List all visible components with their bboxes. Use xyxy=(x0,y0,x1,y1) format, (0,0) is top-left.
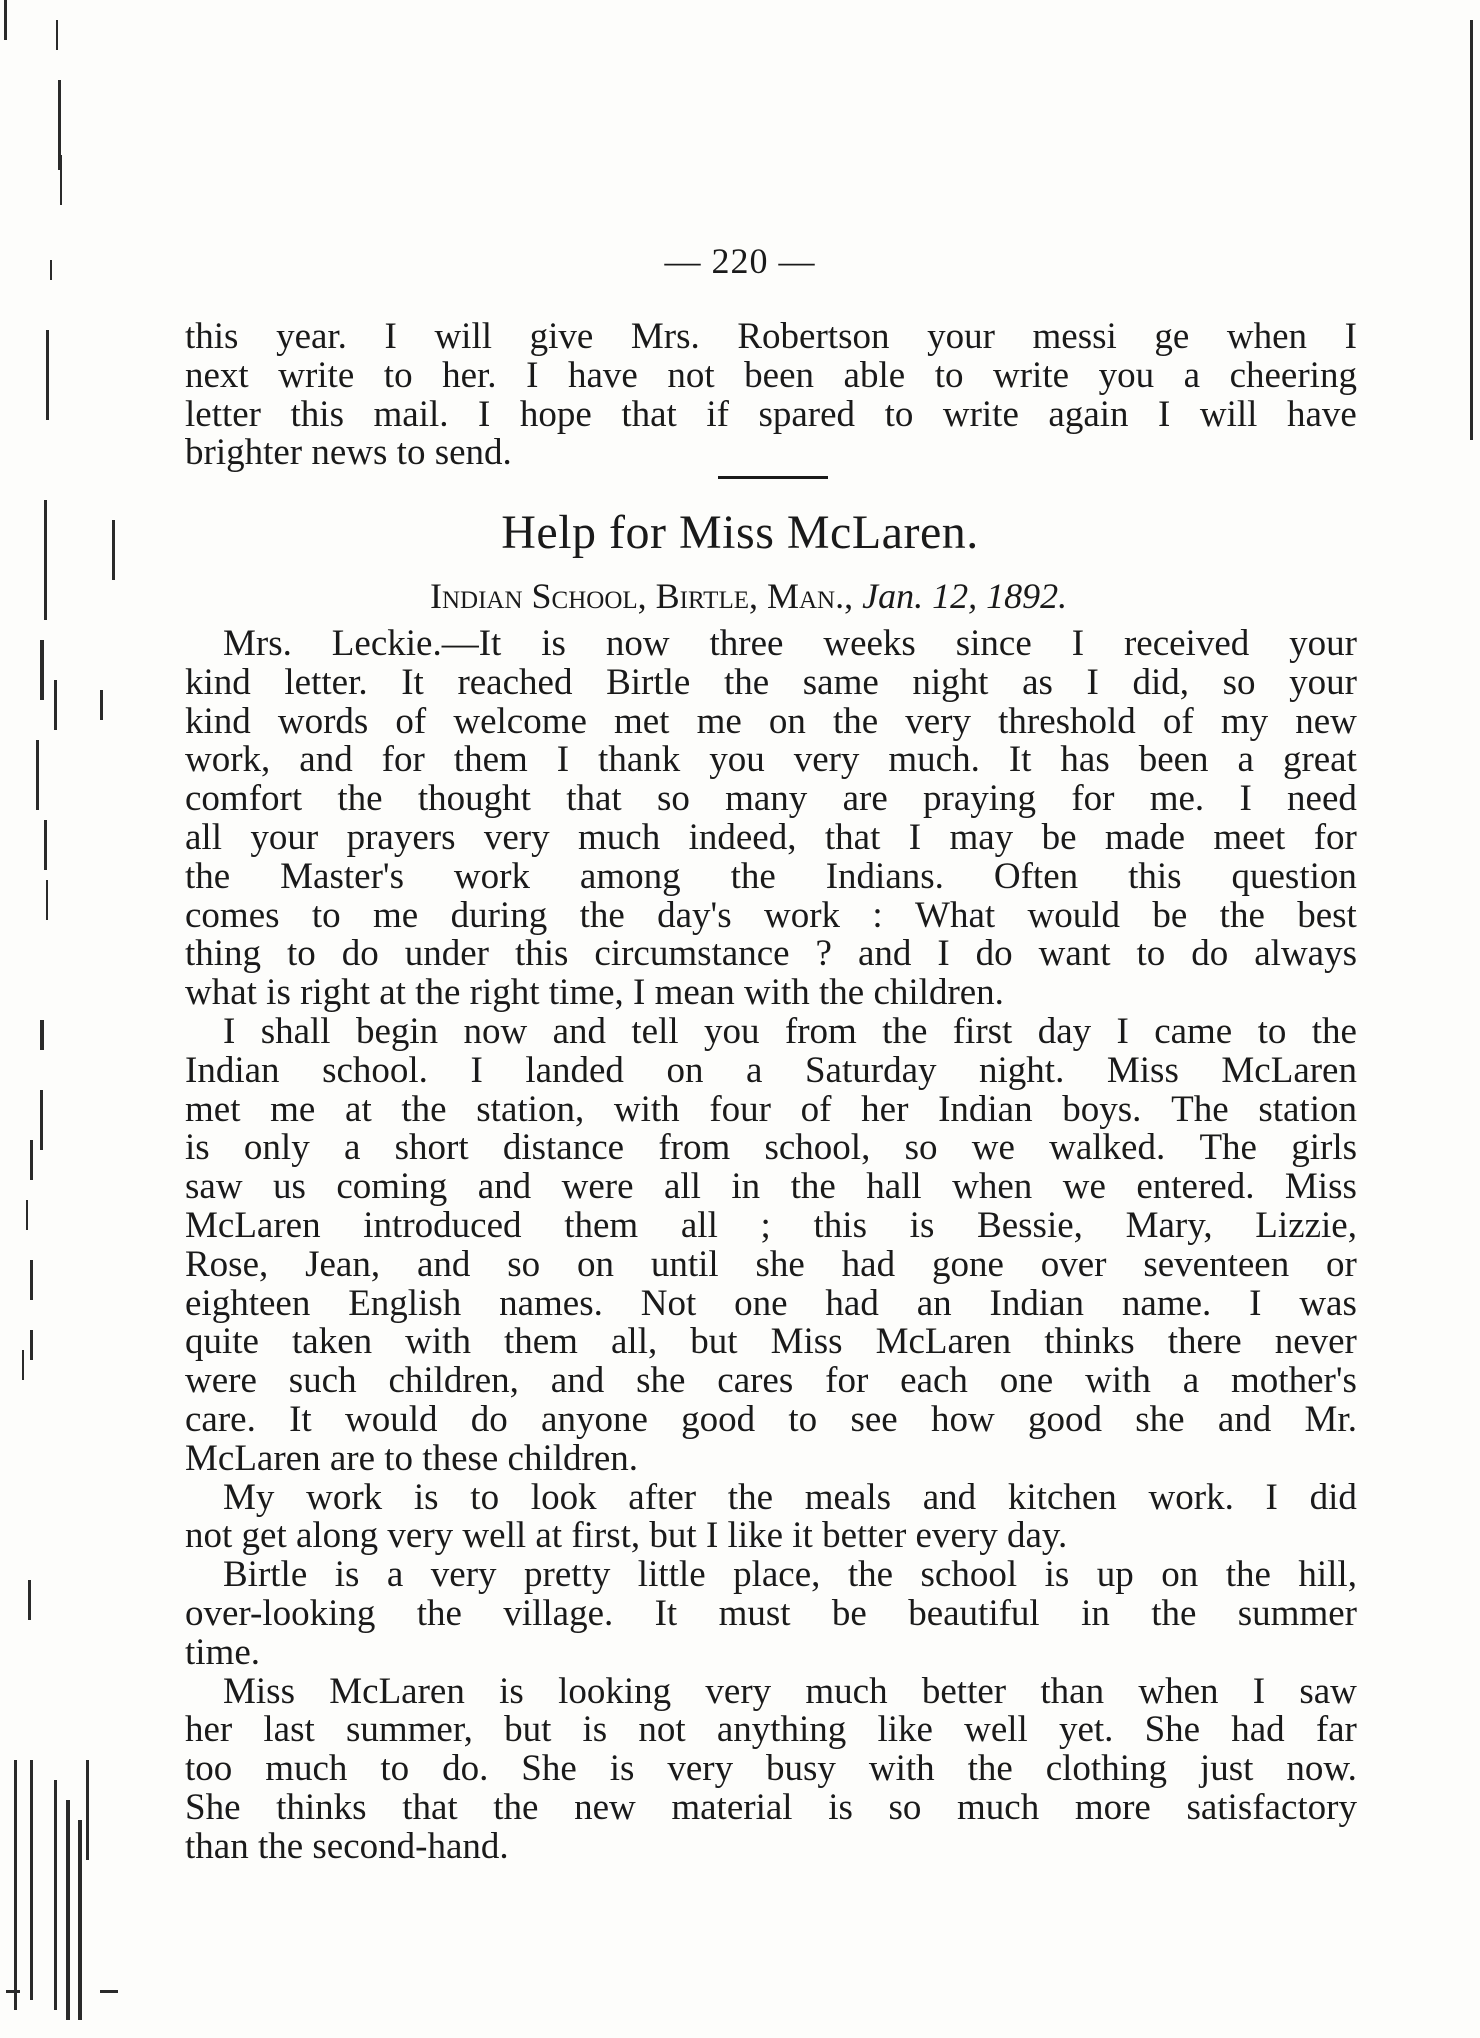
text-line: thing to do under this circumstance ? and I do want to do always xyxy=(185,933,1357,975)
text-line: comes to me during the day's work : What would be the best xyxy=(185,894,1357,936)
text-line: too much to do. She is very busy with the clothing just now. xyxy=(185,1748,1357,1790)
paragraph xyxy=(185,1556,1357,1672)
text-line: I shall begin now and tell you from the first day I came to the xyxy=(223,1010,1357,1052)
dateline-place: Indian School, Birtle, Man., xyxy=(430,576,854,616)
text-line: were such children, and she cares for each one with a mother's xyxy=(185,1360,1357,1402)
dateline-date: Jan. 12, 1892. xyxy=(862,576,1068,616)
text-line: her last summer, but is not anything like well yet. She had far xyxy=(185,1709,1357,1751)
article-title: Help for Miss McLaren. xyxy=(501,506,979,559)
text-line: McLaren are to these children. xyxy=(185,1437,639,1479)
article-body xyxy=(185,625,1357,1867)
text-line: than the second-hand. xyxy=(185,1825,509,1867)
text-line: care. It would do anyone good to see how good she and Mr. xyxy=(185,1398,1357,1440)
text-line: is only a short distance from school, so we walked. The girls xyxy=(185,1127,1357,1169)
text-line: Miss McLaren is looking very much better than when I saw xyxy=(223,1670,1357,1712)
paragraph xyxy=(185,625,1357,1013)
text-line: the Master's work among the Indians. Often this question xyxy=(185,855,1357,897)
text-line: eighteen English names. Not one had an Indian name. I was xyxy=(185,1282,1357,1324)
text-line: over-looking the village. It must be beautiful in the summer xyxy=(185,1592,1357,1634)
text-line: letter this mail. I hope that if spared to write again I will have xyxy=(185,393,1357,435)
text-line: next write to her. I have not been able to write you a cheering xyxy=(185,354,1357,396)
text-line: comfort the thought that so many are praying for me. I need xyxy=(185,778,1357,820)
text-line: McLaren introduced them all ; this is Bessie, Mary, Lizzie, xyxy=(185,1204,1357,1246)
text-line: not get along very well at first, but I like it better every day. xyxy=(185,1515,1068,1557)
text-line: Mrs. Leckie.—It is now three weeks since I received your xyxy=(223,623,1357,664)
text-line: time. xyxy=(185,1631,261,1673)
text-line: work, and for them I thank you very much. It has been a great xyxy=(185,739,1357,781)
text-line: what is right at the right time, I mean with the children. xyxy=(185,972,1004,1014)
text-line: met me at the station, with four of her Indian boys. The station xyxy=(185,1088,1357,1130)
scan-edge-artifacts xyxy=(0,0,120,2038)
article-dateline xyxy=(430,575,1310,617)
page-number: — 220 — xyxy=(664,241,816,281)
text-line: kind letter. It reached Birtle the same night as I did, so your xyxy=(185,661,1357,703)
text-line: all your prayers very much indeed, that I may be made meet for xyxy=(185,816,1357,858)
text-line: kind words of welcome met me on the very threshold of my new xyxy=(185,700,1357,742)
text-line: saw us coming and were all in the hall when we entered. Miss xyxy=(185,1166,1357,1208)
opening-text xyxy=(185,318,1357,473)
text-line: Indian school. I landed on a Saturday night. Miss McLaren xyxy=(185,1049,1357,1091)
text-line: Birtle is a very pretty little place, the school is up on the hill, xyxy=(223,1554,1357,1596)
section-divider xyxy=(718,476,828,479)
text-line: My work is to look after the meals and kitchen work. I did xyxy=(223,1476,1357,1518)
paragraph xyxy=(185,1010,1357,1479)
text-line: this year. I will give Mrs. Robertson your messi ge when I xyxy=(185,316,1357,357)
text-line: Rose, Jean, and so on until she had gone over seventeen or xyxy=(185,1243,1357,1285)
text-line: She thinks that the new material is so much more satisfactory xyxy=(185,1786,1357,1828)
text-line: quite taken with them all, but Miss McLaren thinks there never xyxy=(185,1321,1357,1363)
paragraph xyxy=(185,1670,1357,1867)
paragraph xyxy=(185,1476,1357,1557)
text-line: brighter news to send. xyxy=(185,432,512,474)
